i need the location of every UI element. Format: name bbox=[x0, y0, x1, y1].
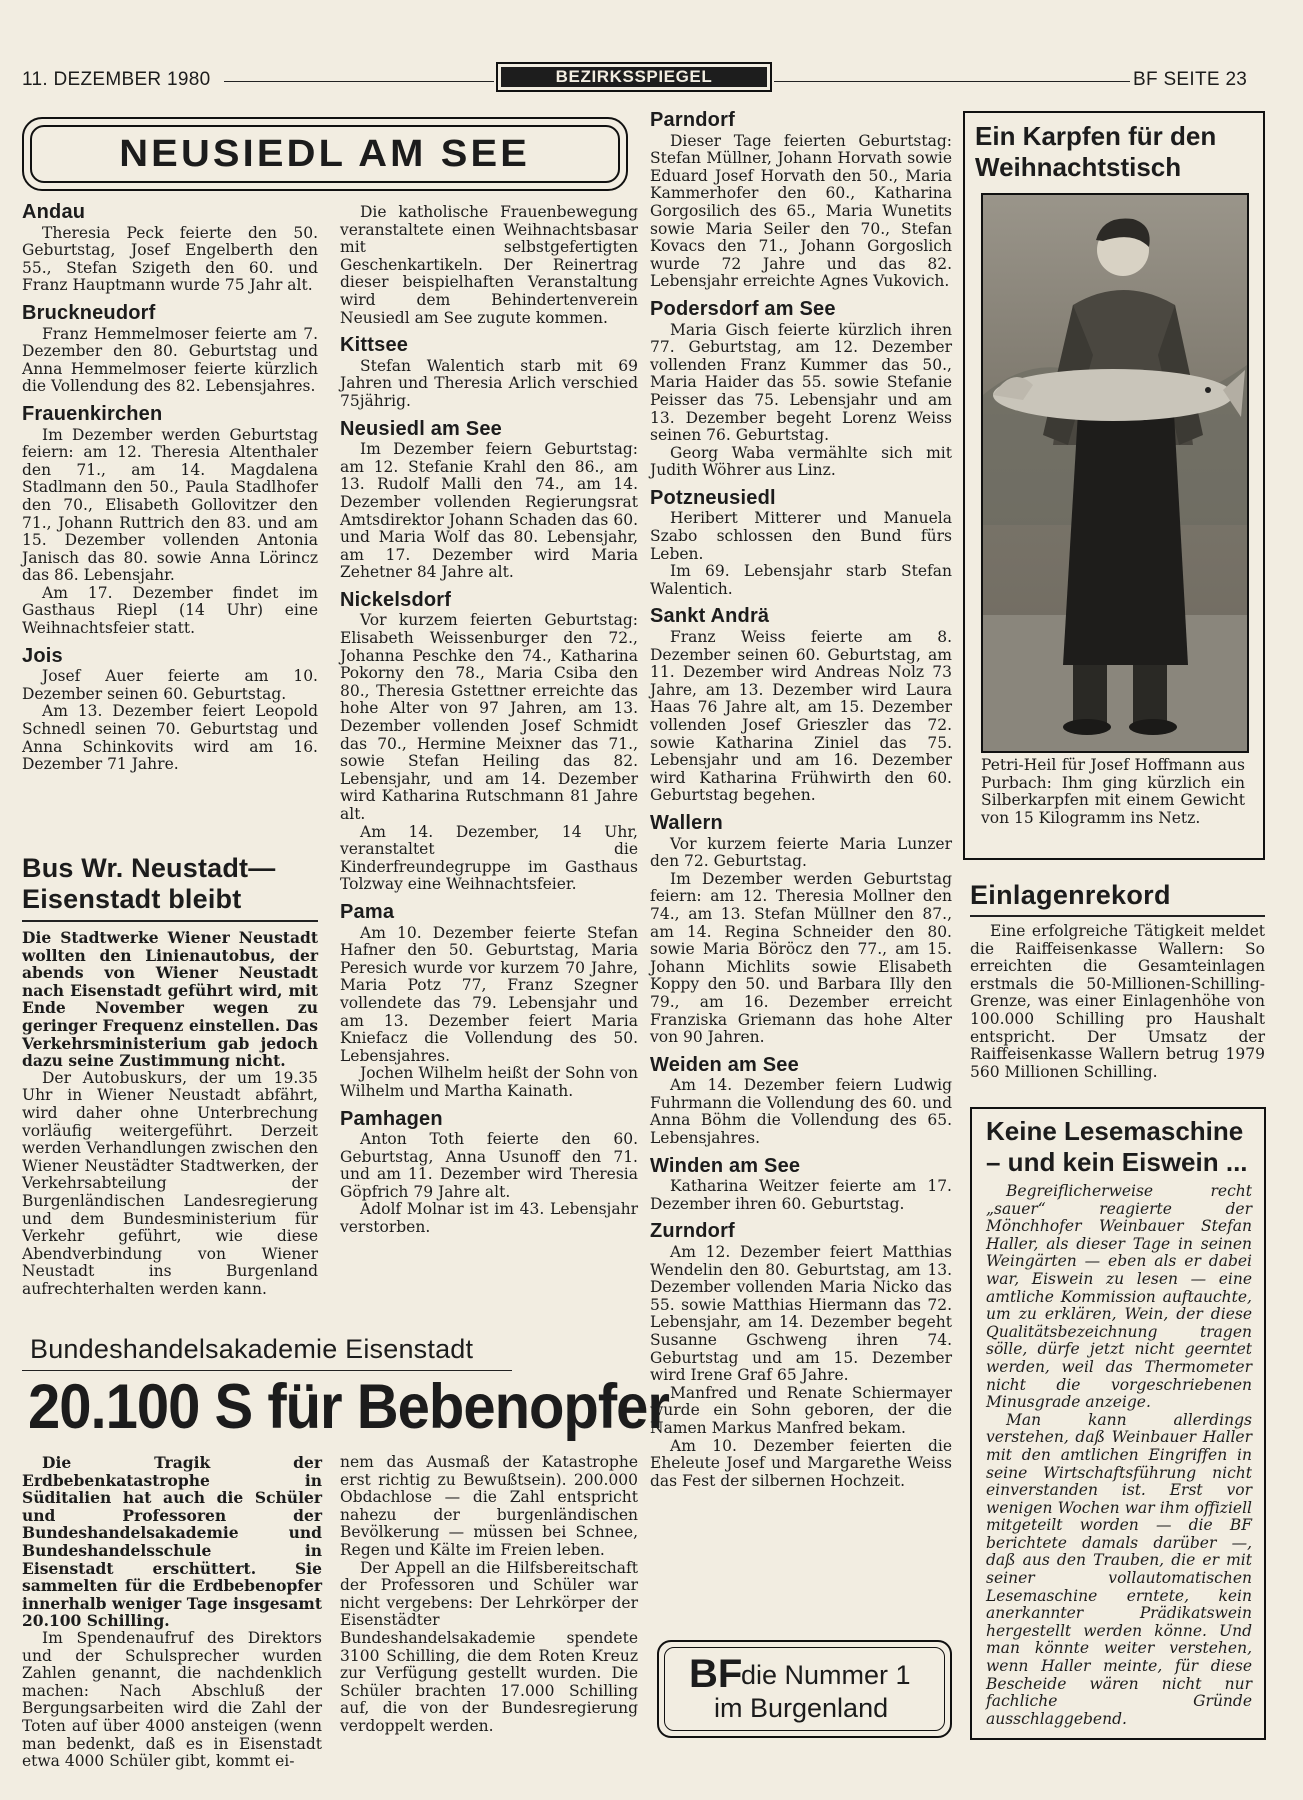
place-heading: Nickelsdorf bbox=[340, 588, 452, 611]
news-paragraph: Jochen Wilhelm heißt der Sohn von Wilhelm und Martha Kainath. bbox=[340, 1064, 638, 1100]
news-paragraph: Im Dezember feiern Geburtstag: am 12. Stefanie Krahl den 86., am 13. Rudolf Malli den 74., am 14. Dezember vollenden Regierungsrat Amtsdirektor Johann Schaden das 60. und Maria Wolf das 80. Lebensjahr, am 17. Dezember wird Maria Zehetner 84 Jahre alt. bbox=[340, 440, 638, 582]
place-heading: Pama bbox=[340, 900, 395, 923]
lesemaschine-title: Keine Lesemaschine – und kein Eiswein ... bbox=[986, 1116, 1248, 1177]
bus-rule bbox=[22, 920, 318, 922]
news-paragraph: Im 69. Lebensjahr starb Stefan Walentich. bbox=[650, 562, 952, 598]
place-heading: Winden am See bbox=[650, 1154, 801, 1177]
header-date: 11. DEZEMBER 1980 bbox=[22, 69, 211, 90]
place-heading: Sankt Andrä bbox=[650, 605, 770, 628]
column-1 bbox=[22, 201, 318, 844]
news-paragraph: Vor kurzem feierte Maria Lunzer den 72. Geburtstag. bbox=[650, 834, 952, 871]
news-paragraph: Heribert Mitterer und Manuela Szabo schlossen den Bund fürs Leben. bbox=[650, 509, 952, 563]
einlagen-story bbox=[970, 880, 1265, 1081]
news-paragraph: Am 10. Dezember feierte Stefan Hafner den 50. Geburtstag, Maria Peresich wurde vor kurzem 70 Jahre, Maria Potz 77, Franz Szegner vollendete das 79. Lebensjahr und am 13. Dezember feiert Maria Kniefacz die Vollendung des 50. Lebensjahres. bbox=[340, 923, 638, 1065]
main-title-inner bbox=[30, 125, 620, 183]
bf-promo-box bbox=[657, 1640, 952, 1738]
place-heading: Kittsee bbox=[340, 334, 409, 357]
news-paragraph: Georg Waba vermählte sich mit Judith Wöhrer aus Linz. bbox=[650, 443, 952, 480]
section-banner bbox=[496, 62, 772, 92]
place-heading: Bruckneudorf bbox=[22, 301, 156, 324]
news-paragraph: Am 14. Dezember feiern Ludwig Fuhrmann die Vollendung des 60. und Anna Böhm die Vollendung des 65. Lebensjahres. bbox=[650, 1076, 952, 1148]
bhak-col2-p2: Der Appell an die Hilfsbereitschaft der Professoren und Schüler war nicht vergebens: Der Lehrkörper der Eisenstädter Bundeshandelsakademie spendete 3100 Schilling, die dem Roten Kreuz zur Verfügung gestellt wurden. Die Schüler brachten 17.000 Schilling auf, die von der Bundesregierung verdoppelt werden. bbox=[340, 1558, 638, 1735]
news-paragraph: Vor kurzem feierten Geburtstag: Elisabeth Weissenburger den 72., Johanna Peschke den 74., Katharina Pokorny den 78., Maria Csiba den 80., Theresia Gstettner erreichte das hohe Alter von 97 Jahren, am 13. Dezember vollenden Josef Schmidt das 70., Hermine Meixner das 71., sowie Stefan Heiling das 82. Lebensjahr, und am 14. Dezember wird Katharina Rutschmann 81 Jahre alt. bbox=[340, 611, 638, 823]
place-heading: Potzneusiedl bbox=[650, 486, 776, 509]
bf-logo: BF bbox=[689, 1652, 743, 1696]
news-paragraph: Theresia Peck feierte den 50. Geburtstag, Josef Engelberth den 55., Stefan Szigeth den 60. und Franz Hauptmann wurde 75 Jahr alt. bbox=[22, 223, 318, 295]
news-paragraph: Franz Hemmelmoser feierte am 7. Dezember den 80. Geburtstag und Anna Hemmelmoser feierte kürzlich die Vollendung des 82. Lebensjahres. bbox=[22, 324, 318, 396]
lesemaschine-paragraph: Begreiflicherweise recht „sauer“ reagierte der Mönchhofer Weinbauer Stefan Haller, als dieser Tage in seinen Weingärten — eben als er dabei war, Eiswein zu lesen — eine amtliche Kommission auftauchte, um zu erklären, Wein, der diese Qualitätsbezeichnung tragen sölle, dürfe jetzt nicht geerntet werden, weil das Thermometer nicht die vorgeschriebenen Minusgrade anzeige. bbox=[986, 1182, 1252, 1412]
main-title-frame bbox=[22, 117, 628, 191]
news-paragraph: Die katholische Frauenbewegung veranstaltete einen Weihnachtsbasar mit selbstgefertigten Geschenkartikeln. Der Reinertrag dieser beispielhaften Veranstaltung wird dem Behindertenverein Neusiedl am See zugute kommen. bbox=[340, 203, 638, 327]
news-paragraph: Anton Toth feierte den 60. Geburtstag, Anna Usunoff den 71. und am 11. Dezember wird Theresia Göpfrich 79 Jahre alt. bbox=[340, 1130, 638, 1201]
lesemaschine-body bbox=[986, 1183, 1252, 1728]
place-heading: Wallern bbox=[650, 811, 723, 834]
bf-promo-line1: die Nummer 1 bbox=[741, 1660, 911, 1690]
news-paragraph: Josef Auer feierte am 10. Dezember seinen 60. Geburtstag. bbox=[22, 667, 318, 703]
header-rule-right bbox=[774, 81, 1130, 82]
news-paragraph: Dieser Tage feierten Geburtstag: Stefan Müllner, Johann Horvath sowie Eduard Josef Horvath den 50., Maria Kammerhofer den 60., Katharina Gorgosilich des 65., Maria Wunetits sowie Maria Seiler den 70., Stefan Kovacs den 71., Johann Gorgoslich wurde 72 Jahre und das 82. Lebensjahr erreichte Agnes Vukovich. bbox=[650, 131, 952, 291]
bhak-col2 bbox=[340, 1454, 638, 1736]
bhak-kicker: Bundeshandelsakademie Eisenstadt bbox=[30, 1334, 474, 1364]
karpfen-caption: Petri-Heil für Josef Hoffmann aus Purbach: Ihm ging kürzlich ein Silberkarpfen mit einem Gewicht von 15 Kilogramm ins Netz. bbox=[981, 756, 1245, 827]
bus-lead: Die Stadtwerke Wiener Neustadt wollten den Linienautobus, der abends von Wiener Neustadt nach Eisenstadt geführt wird, mit Ende November wegen zu geringer Frequenz einstellen. Das Verkehrsministerium gab jedoch dazu seine Zustimmung nicht. bbox=[22, 928, 318, 1071]
news-paragraph: Maria Gisch feierte kürzlich ihren 77. Geburtstag, am 12. Dezember vollenden Franz Kummer das 50., Maria Haider das 55. sowie Stefanie Peisser das 75. Lebensjahr und am 13. Dezember begeht Lorenz Weiss seinen 76. Geburtstag. bbox=[650, 320, 952, 445]
bhak-lead: Die Tragik der Erdbebenkatastrophe in Süditalien hat auch die Schüler und Professoren der Bundeshandelsakademie und Bundeshandelsschule in Eisenstadt erschüttert. Sie sammelten für die Erdbebenopfer innerhalb weniger Tage insgesamt 20.100 Schilling. bbox=[22, 1453, 322, 1631]
bus-headline: Bus Wr. Neustadt— Eisenstadt bleibt bbox=[22, 853, 276, 914]
place-heading: Weiden am See bbox=[650, 1053, 799, 1076]
news-paragraph: Franz Weiss feierte am 8. Dezember seinen 60. Geburtstag, am 11. Dezember wird Andreas Nolz 73 Jahre, am 13. Dezember wird Laura Haas 76 Jahre alt, am 15. Dezember vollenden Josef Grieszler das 72. sowie Katharina Ziniel das 75. Lebensjahr und am 16. Dezember wird Katharina Frühwirth den 60. Geburtstag begehen. bbox=[650, 628, 952, 805]
news-paragraph: Katharina Weitzer feierte am 17. Dezember ihren 60. Geburtstag. bbox=[650, 1177, 952, 1213]
place-heading: Parndorf bbox=[650, 109, 735, 131]
fisherman-photo-image bbox=[983, 195, 1247, 751]
place-heading: Podersdorf am See bbox=[650, 297, 836, 320]
karpfen-box bbox=[963, 111, 1265, 860]
bus-body: Der Autobuskurs, der um 19.35 Uhr in Wiener Neustadt abfährt, wird daher ohne Unterbrechung vorläufig weitergeführt. Derzeit werden Verhandlungen zwischen den Wiener Neustädter Stadtwerken, der Verkehrsabteilung der Burgenländischen Landesregierung und dem Bundesministerium für Verkehr geführt, wie diese Abendverbindung von Wiener Neustadt ins Burgenland aufrechterhalten werden kann. bbox=[22, 1068, 318, 1298]
news-paragraph: Am 12. Dezember feiert Matthias Wendelin den 80. Geburtstag, am 13. Dezember vollenden Maria Nicko das 55. sowie Matthias Hiermann das 72. Lebensjahr, am 14. Dezember begeht Susanne Gschweng ihren 74. Geburtstag und am 15. Dezember wird Irene Graf 65 Jahre. bbox=[650, 1243, 952, 1385]
einlagen-body: Eine erfolgreiche Tätigkeit meldet die Raiffeisenkasse Wallern: So erreichten die Gesamteinlagen erstmals die 50-Millionen-Schilling-Grenze, was einer Einlagenhöhe von 100.000 Schilling pro Haushalt entspricht. Der Umsatz der Raiffeisenkasse Wallern betrug 1979 560 Millionen Schilling. bbox=[970, 922, 1265, 1081]
column-3 bbox=[650, 109, 952, 1632]
news-paragraph: Im Dezember werden Geburtstag feiern: am 12. Theresia Altenthaler den 71., am 14. Magdalena Stadlmann den 50., Paula Stadlhofer den 70., Elisabeth Gollovitzer den 71., Johann Ruttrich den 83. und am 15. Dezember vollenden Antonia Janisch das 80. sowie Anna Lörincz das 86. Lebensjahr. bbox=[22, 425, 318, 585]
lesemaschine-box bbox=[970, 1107, 1266, 1740]
place-heading: Zurndorf bbox=[650, 1220, 735, 1243]
news-paragraph: Stefan Walentich starb mit 69 Jahren und Theresia Arlich verschied 75jährig. bbox=[340, 356, 638, 410]
karpfen-photo bbox=[981, 193, 1249, 753]
bhak-headline: 20.100 S für Bebenopfer bbox=[28, 1372, 669, 1443]
karpfen-title: Ein Karpfen für den Weihnachtstisch bbox=[975, 121, 1217, 182]
bhak-col2-p1: nem das Ausmaß der Katastrophe erst richtig zu Bewußtsein). 200.000 Obdachlose — die Zahl entspricht nahezu der burgenländischen Bevölkerung — müssen bei Schnee, Regen und Kälte im Freien leben. bbox=[340, 1453, 638, 1559]
section-label: BEZIRKSSPIEGEL bbox=[501, 67, 767, 87]
main-title: NEUSIEDL AM SEE bbox=[119, 132, 531, 175]
news-paragraph: Am 14. Dezember, 14 Uhr, veranstaltet die Kinderfreundegruppe im Gasthaus Tolzway eine Weihnachtsfeier. bbox=[340, 822, 638, 894]
place-heading: Frauenkirchen bbox=[22, 402, 163, 425]
bhak-col1-body: Im Spendenaufruf des Direktors und der Schulsprecher wurden Zahlen genannt, die nachdenklich machen: Nach Abschluß der Bergungsarbeiten wird die Zahl der Toten auf über 4000 ansteigen (wenn man bedenkt, daß es in Eisenstadt etwa 4000 Schüler gibt, kommt ei- bbox=[22, 1628, 322, 1771]
bhak-col1 bbox=[22, 1454, 322, 1771]
place-heading: Jois bbox=[22, 644, 63, 667]
lesemaschine-paragraph: Man kann allerdings verstehen, daß Weinbauer Haller mit den amtlichen Eingriffen in seine Wirtschaftsführung nicht einverstanden ist. Erst vor wenigen Wochen war ihm offiziell mitgeteilt worden — die BF berichtete damals darüber —, daß aus den Trauben, die er mit seiner vollautomatischen Lesemaschine erntete, kein anerkannter Prädikatswein hergestellt werden könne. Und man könnte weiter verstehen, wenn Haller meinte, für diese Bescheide wären nicht nur fachliche Gründe ausschlaggebend. bbox=[986, 1410, 1252, 1728]
news-paragraph: Adolf Molnar ist im 43. Lebensjahr verstorben. bbox=[340, 1200, 638, 1237]
news-paragraph: Im Dezember werden Geburtstag feiern: am 12. Theresia Mollner den 74., am 13. Stefan Müllner den 87., am 14. Regina Schneider den 80. sowie Maria Böröcz den 77., am 15. Johann Michlits sowie Elisabeth Koppy den 50. und Barbara Illy den 79., am 16. Dezember erreicht Franziska Griemann das hohe Alter von 90 Jahren. bbox=[650, 869, 952, 1047]
header-rule-left bbox=[224, 81, 494, 82]
news-paragraph: Am 13. Dezember feiert Leopold Schnedl seinen 70. Geburtstag und Anna Schinkovits wird am 16. Dezember 71 Jahre. bbox=[22, 702, 318, 774]
bhak-kicker-rule bbox=[22, 1370, 512, 1371]
news-paragraph: Am 17. Dezember findet im Gasthaus Riepl (14 Uhr) eine Weihnachtsfeier statt. bbox=[22, 583, 318, 638]
place-heading: Pamhagen bbox=[340, 1107, 443, 1130]
einlagen-rule bbox=[970, 915, 1265, 917]
header-page: BF SEITE 23 bbox=[1133, 69, 1248, 90]
place-heading: Neusiedl am See bbox=[340, 417, 502, 440]
einlagen-title: Einlagenrekord bbox=[970, 880, 1171, 910]
place-heading: Andau bbox=[22, 201, 86, 223]
bf-promo-line2: im Burgenland bbox=[714, 1693, 889, 1723]
column-2 bbox=[340, 204, 638, 1304]
bus-story bbox=[22, 853, 318, 1298]
news-paragraph: Am 10. Dezember feierten die Eheleute Josef und Margarethe Weiss das Fest der silbernen Hochzeit. bbox=[650, 1436, 952, 1490]
news-paragraph: Manfred und Renate Schiermayer wurde ein Sohn geboren, der die Namen Markus Manfred bekam. bbox=[650, 1383, 952, 1437]
